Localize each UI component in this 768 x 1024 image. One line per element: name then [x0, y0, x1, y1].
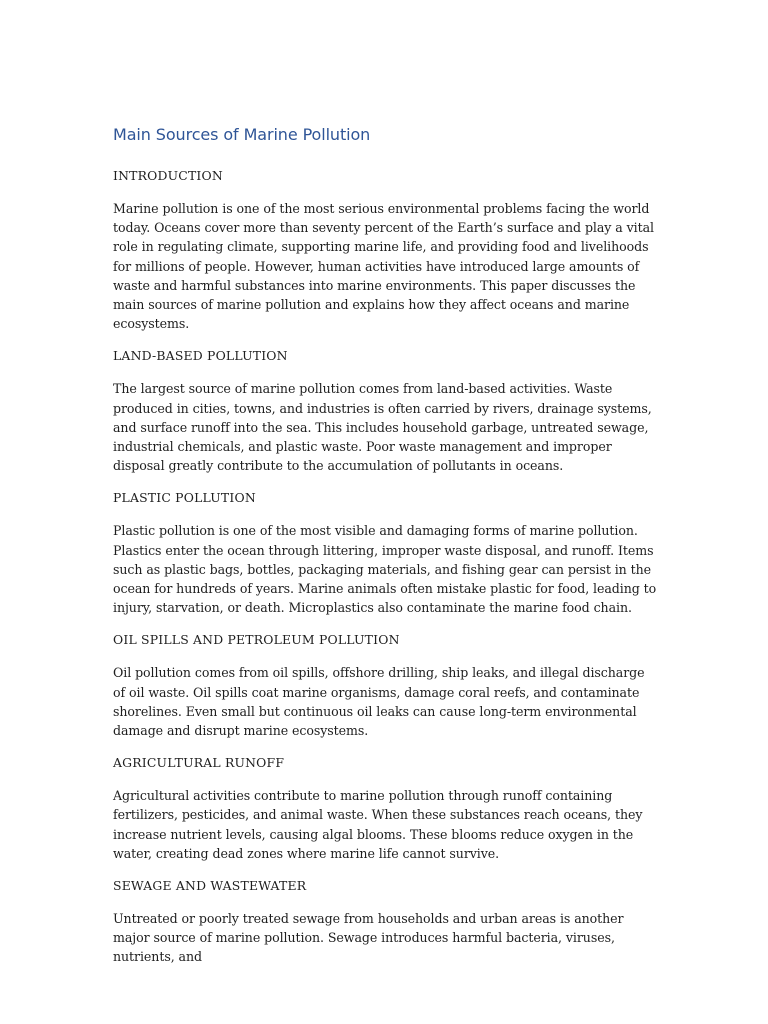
section-land-based-pollution: [113, 346, 658, 475]
section-paragraph: Untreated or poorly treated sewage from households and urban areas is another major source of marine pollution. Sewage introduces harmful bacteria, viruses, nutrients, and: [113, 911, 624, 965]
section-heading: SEWAGE AND WASTEWATER: [113, 878, 307, 894]
section-paragraph: Oil pollution comes from oil spills, offshore drilling, ship leaks, and illegal discharge of oil waste. Oil spills coat marine organisms, damage coral reefs, and contaminate shorelines. Even small but continuous oil leaks can cause long-term environmental damage and disrupt marine ecosystems.: [113, 665, 645, 739]
section-introduction: [113, 166, 658, 333]
section-heading: INTRODUCTION: [113, 168, 223, 183]
section-heading: PLASTIC POLLUTION: [113, 490, 256, 506]
section-heading: LAND-BASED POLLUTION: [113, 348, 288, 364]
section-paragraph: The largest source of marine pollution comes from land-based activities. Waste produced in cities, towns, and industries is often carried by rivers, drainage systems, and surface runoff into the sea. This includes household garbage, untreated sewage, industrial chemicals, and plastic waste. Poor waste management and improper disposal greatly contribute to the accumulation of pollutants in oceans.: [113, 381, 652, 474]
section-paragraph: Marine pollution is one of the most serious environmental problems facing the world today. Oceans cover more than seventy percent of the Earth’s surface and play a vital role in regulating climate, supporting marine life, and providing food and livelihoods for millions of people. However, human activities have introduced large amounts of waste and harmful substances into marine environments. This paper discusses the main sources of marine pollution and explains how they affect oceans and marine ecosystems.: [113, 201, 654, 332]
section-agricultural-runoff: [113, 753, 658, 863]
section-sewage-wastewater: [113, 876, 658, 967]
section-heading: AGRICULTURAL RUNOFF: [113, 755, 285, 771]
section-paragraph: Agricultural activities contribute to marine pollution through runoff containing fertilizers, pesticides, and animal waste. When these substances reach oceans, they increase nutrient levels, causing algal blooms. These blooms reduce oxygen in the water, creating dead zones where marine life cannot survive.: [113, 788, 643, 861]
section-heading: OIL SPILLS AND PETROLEUM POLLUTION: [113, 632, 400, 648]
section-oil-spills: [113, 630, 658, 740]
document-title: Main Sources of Marine Pollution: [113, 125, 371, 144]
document-content: [113, 124, 658, 980]
section-plastic-pollution: [113, 488, 658, 617]
section-paragraph: Plastic pollution is one of the most visible and damaging forms of marine pollution. Plastics enter the ocean through littering, improper waste disposal, and runoff. Items such as plastic bags, bottles, packaging materials, and fishing gear can persist in the ocean for hundreds of years. Marine animals often mistake plastic for food, leading to injury, starvation, or death. Microplastics also contaminate the marine food chain.: [113, 523, 657, 616]
